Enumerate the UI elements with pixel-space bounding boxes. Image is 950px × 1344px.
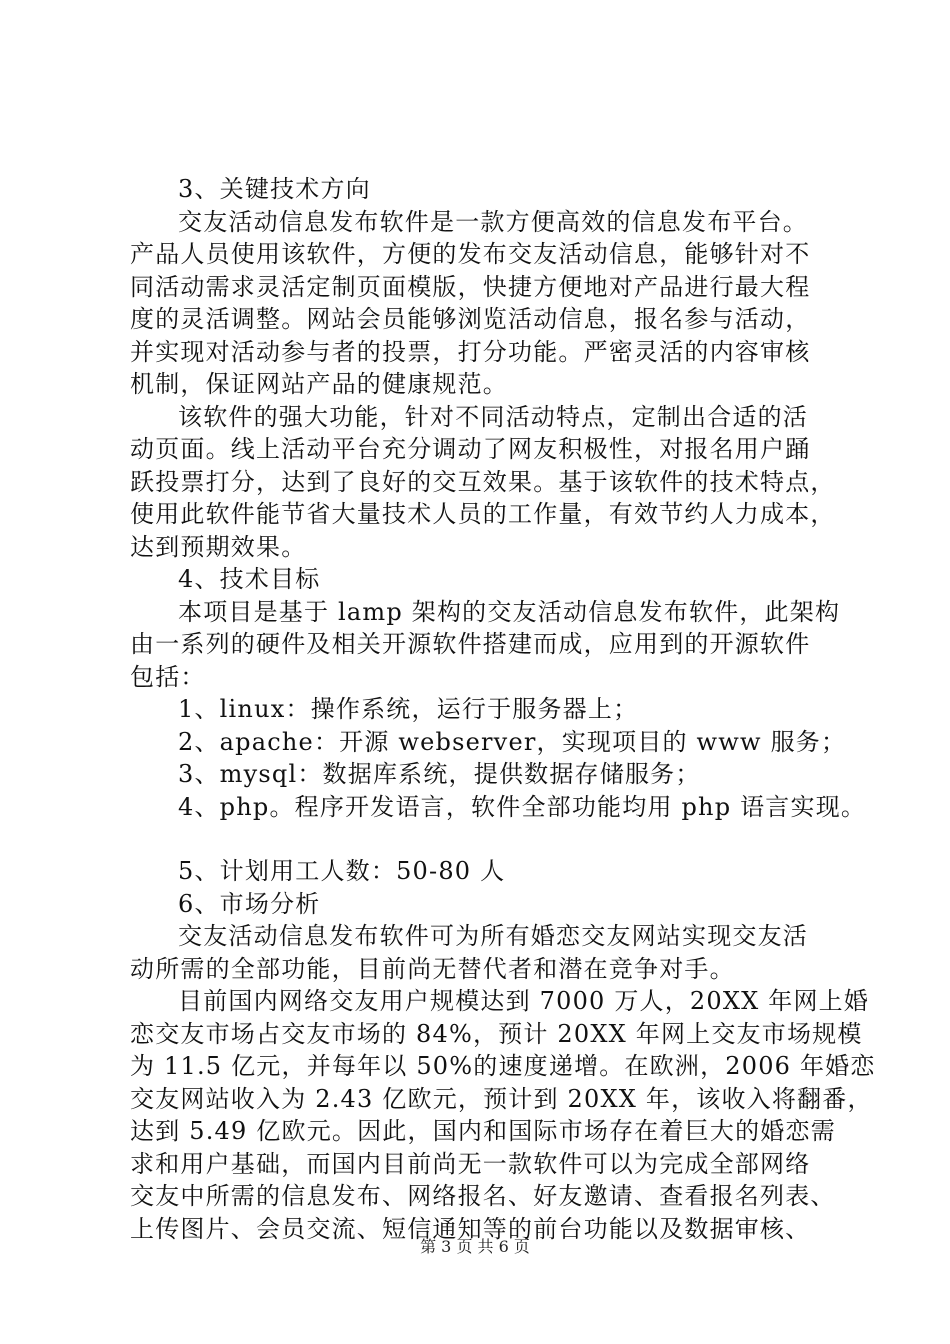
paragraph-line: 恋交友市场占交友市场的 84%，预计 20XX 年网上交友市场规模: [130, 1019, 863, 1048]
paragraph-line: 使用此软件能节省大量技术人员的工作量，有效节约人力成本，: [130, 500, 836, 528]
paragraph-line: 上传图片、会员交流、短信通知等的前台功能以及数据审核、: [130, 1214, 811, 1243]
paragraph-line: 由一系列的硬件及相关开源软件搭建而成，应用到的开源软件: [130, 630, 811, 658]
paragraph-line: 交友活动信息发布软件可为所有婚恋交友网站实现交友活: [178, 922, 808, 950]
paragraph-line: 同活动需求灵活定制页面模版，快捷方便地对产品进行最大程: [130, 272, 811, 301]
paragraph-line: 求和用户基础，而国内目前尚无一款软件可以为完成全部网络: [130, 1149, 811, 1178]
paragraph-line: 产品人员使用该软件，方便的发布交友活动信息，能够针对不: [130, 240, 811, 268]
paragraph-line: 机制，保证网站产品的健康规范。: [130, 370, 508, 398]
paragraph-line: 动所需的全部功能，目前尚无替代者和潜在竞争对手。: [130, 954, 735, 983]
section-heading-key-tech: 3、关键技术方向: [178, 175, 371, 203]
paragraph-line: 跃投票打分，达到了良好的交互效果。基于该软件的技术特点，: [130, 467, 836, 496]
paragraph-line: 目前国内网络交友用户规模达到 7000 万人，20XX 年网上婚: [178, 987, 870, 1015]
list-item-linux: 1、linux：操作系统，运行于服务器上；: [178, 695, 639, 723]
paragraph-line: 为 11.5 亿元，并每年以 50%的速度递增。在欧洲，2006 年婚恋: [130, 1052, 876, 1080]
paragraph-line: 达到 5.49 亿欧元。因此，国内和国际市场存在着巨大的婚恋需: [130, 1117, 836, 1145]
paragraph-line: 达到预期效果。: [130, 532, 307, 561]
list-item-mysql: 3、mysql：数据库系统，提供数据存储服务；: [178, 760, 701, 788]
paragraph-line: 本项目是基于 lamp 架构的交友活动信息发布软件，此架构: [178, 597, 841, 626]
blank-line: [130, 823, 860, 855]
list-item-php: 4、php。程序开发语言，软件全部功能均用 php 语言实现。: [178, 792, 867, 821]
list-item-apache: 2、apache：开源 webserver，实现项目的 www 服务；: [178, 727, 847, 756]
section-heading-tech-goal: 4、技术目标: [178, 565, 321, 593]
document-body: [130, 173, 876, 1245]
paragraph-line: 包括：: [130, 662, 206, 691]
page-number-footer: 第 3 页 共 6 页: [420, 1237, 530, 1256]
paragraph-line: 度的灵活调整。网站会员能够浏览活动信息，报名参与活动，: [130, 305, 811, 333]
section-heading-headcount: 5、计划用工人数：50-80 人: [178, 857, 506, 885]
paragraph-line: 并实现对活动参与者的投票，打分功能。严密灵活的内容审核: [130, 337, 811, 366]
paragraph-line: 交友网站收入为 2.43 亿欧元，预计到 20XX 年，该收入将翻番，: [130, 1084, 873, 1113]
paragraph-line: 动页面。线上活动平台充分调动了网友积极性，对报名用户踊: [130, 435, 811, 463]
section-heading-market: 6、市场分析: [178, 889, 321, 918]
paragraph-line: 交友中所需的信息发布、网络报名、好友邀请、查看报名列表、: [130, 1182, 836, 1210]
paragraph-line: 该软件的强大功能，针对不同活动特点，定制出合适的活: [178, 402, 808, 431]
paragraph-line: 交友活动信息发布软件是一款方便高效的信息发布平台。: [178, 207, 808, 236]
